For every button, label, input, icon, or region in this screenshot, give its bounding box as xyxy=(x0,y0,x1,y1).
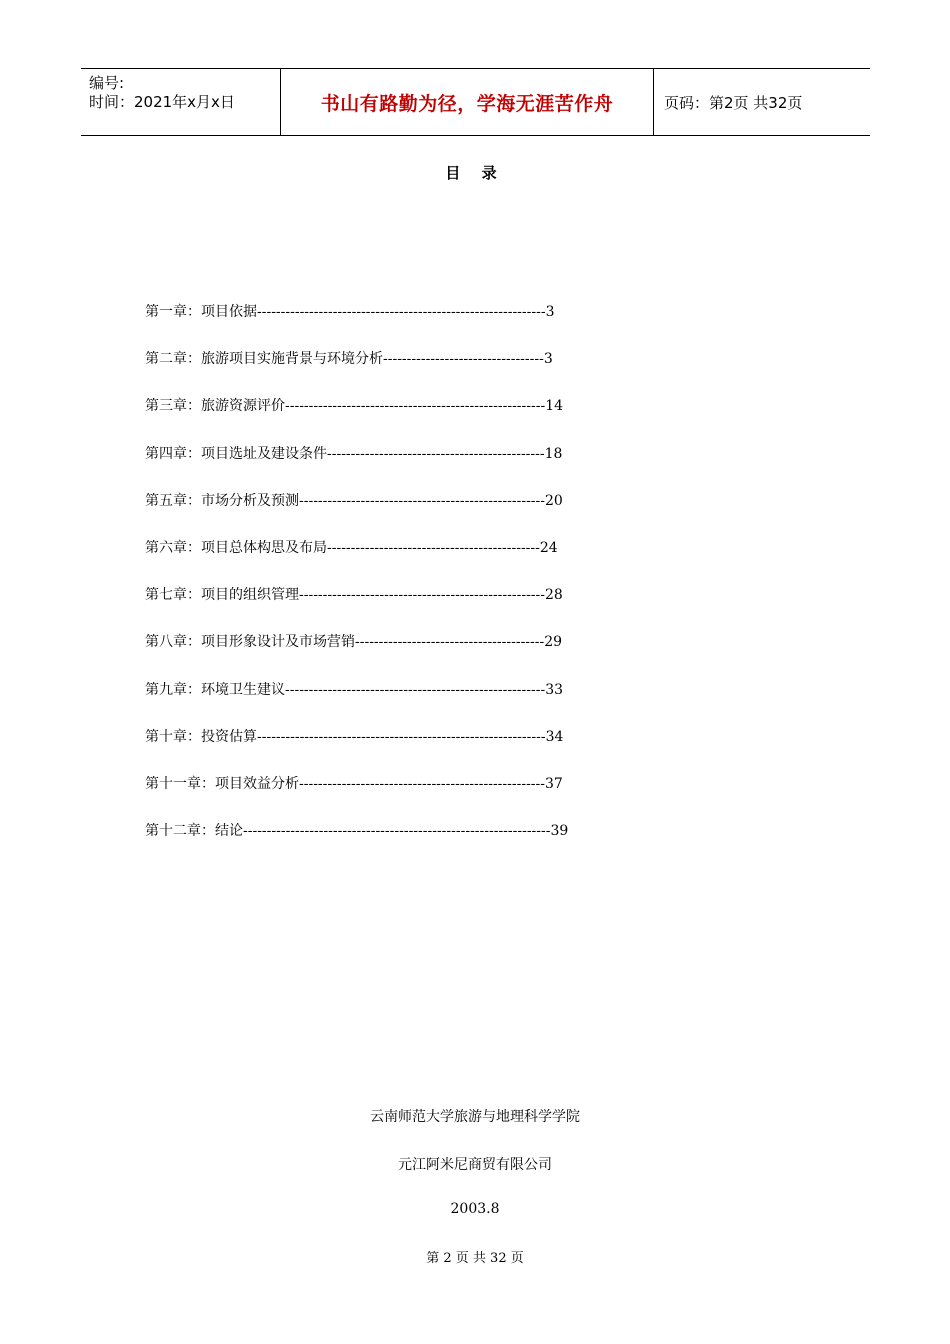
toc-entry-page: 3 xyxy=(545,304,555,320)
toc-entry[interactable] xyxy=(145,302,795,349)
toc-entry[interactable] xyxy=(145,396,795,443)
toc-entry-leader: ---------------------------------------------------- xyxy=(299,775,545,792)
toc-title: 目 录 xyxy=(445,164,505,182)
toc-entry[interactable] xyxy=(145,774,795,821)
toc-entry-page: 24 xyxy=(539,539,558,556)
toc-entry-page: 39 xyxy=(550,823,569,840)
toc-entry-label: 第四章：项目选址及建设条件 xyxy=(145,445,327,462)
toc-entry-page: 28 xyxy=(544,587,563,604)
client-company: 元江阿米尼商贸有限公司 xyxy=(398,1157,552,1173)
header-page-cell xyxy=(654,69,870,135)
toc-entry-label: 第一章：项目依据 xyxy=(145,304,257,320)
toc-entry[interactable] xyxy=(145,821,795,868)
toc-entry[interactable] xyxy=(145,585,795,632)
toc-entry[interactable] xyxy=(145,538,795,585)
toc-entry-label: 第二章：旅游项目实施背景与环境分析 xyxy=(145,351,383,368)
toc-entry-label: 第十二章：结论 xyxy=(145,823,243,840)
toc-entry-page: 34 xyxy=(545,728,564,745)
document-header xyxy=(81,68,870,136)
toc-entry-label: 第五章：市场分析及预测 xyxy=(145,492,299,509)
toc-entry-label: 第六章：项目总体构思及布局 xyxy=(145,539,327,556)
toc-entry-leader: ---------------------------------------------- xyxy=(327,445,545,462)
toc-entry-page: 20 xyxy=(544,492,563,509)
toc-entry-page: 18 xyxy=(544,445,563,462)
toc-entry[interactable] xyxy=(145,680,795,727)
toc-entry-leader: ------------------------------------------------------------- xyxy=(257,304,546,320)
toc-entry-page: 29 xyxy=(544,634,563,651)
author-organization: 云南师范大学旅游与地理科学学院 xyxy=(370,1109,580,1125)
toc-entry-leader: ---------------------------------------- xyxy=(355,634,545,651)
toc-entry[interactable] xyxy=(145,444,795,491)
toc-entry-label: 第三章：旅游资源评价 xyxy=(145,398,285,415)
header-page-label: 页码：第2页 共32页 xyxy=(664,93,803,112)
document-date: 2003.8 xyxy=(450,1201,500,1217)
toc-entry-label: 第十一章：项目效益分析 xyxy=(145,775,299,792)
toc-entry-label: 第十章：投资估算 xyxy=(145,728,257,745)
toc-entry-leader: ---------------------------------------------------- xyxy=(299,587,545,604)
document-code-label: 编号: xyxy=(89,74,125,92)
toc-entry-leader: ------------------------------------------------------- xyxy=(285,681,546,698)
table-of-contents xyxy=(145,302,795,868)
toc-entry[interactable] xyxy=(145,491,795,538)
toc-entry-label: 第九章：环境卫生建议 xyxy=(145,681,285,698)
header-motto: 书山有路勤为径，学海无涯苦作舟 xyxy=(320,92,614,115)
header-meta-cell xyxy=(81,69,281,135)
header-motto-cell xyxy=(281,69,654,135)
toc-entry-label: 第七章：项目的组织管理 xyxy=(145,587,299,604)
toc-entry-leader: ------------------------------------------------------------- xyxy=(257,728,546,745)
toc-entry[interactable] xyxy=(145,349,795,396)
toc-entry-label: 第八章：项目形象设计及市场营销 xyxy=(145,634,355,651)
toc-entry-page: 33 xyxy=(545,681,564,698)
toc-entry-page: 37 xyxy=(544,775,563,792)
toc-entry-leader: --------------------------------------------- xyxy=(327,539,540,556)
toc-entry-page: 14 xyxy=(545,398,564,415)
toc-entry-leader: ---------------------------------- xyxy=(383,351,544,368)
toc-entry[interactable] xyxy=(145,727,795,774)
toc-entry-page: 3 xyxy=(543,351,553,368)
toc-entry-leader: ------------------------------------------------------- xyxy=(285,398,546,415)
toc-entry[interactable] xyxy=(145,632,795,679)
document-time-label: 时间：2021年x月x日 xyxy=(89,93,235,111)
toc-entry-leader: ----------------------------------------------------------------- xyxy=(243,823,551,840)
toc-entry-leader: ---------------------------------------------------- xyxy=(299,492,545,509)
page-number-footer: 第 2 页 共 32 页 xyxy=(426,1251,524,1266)
